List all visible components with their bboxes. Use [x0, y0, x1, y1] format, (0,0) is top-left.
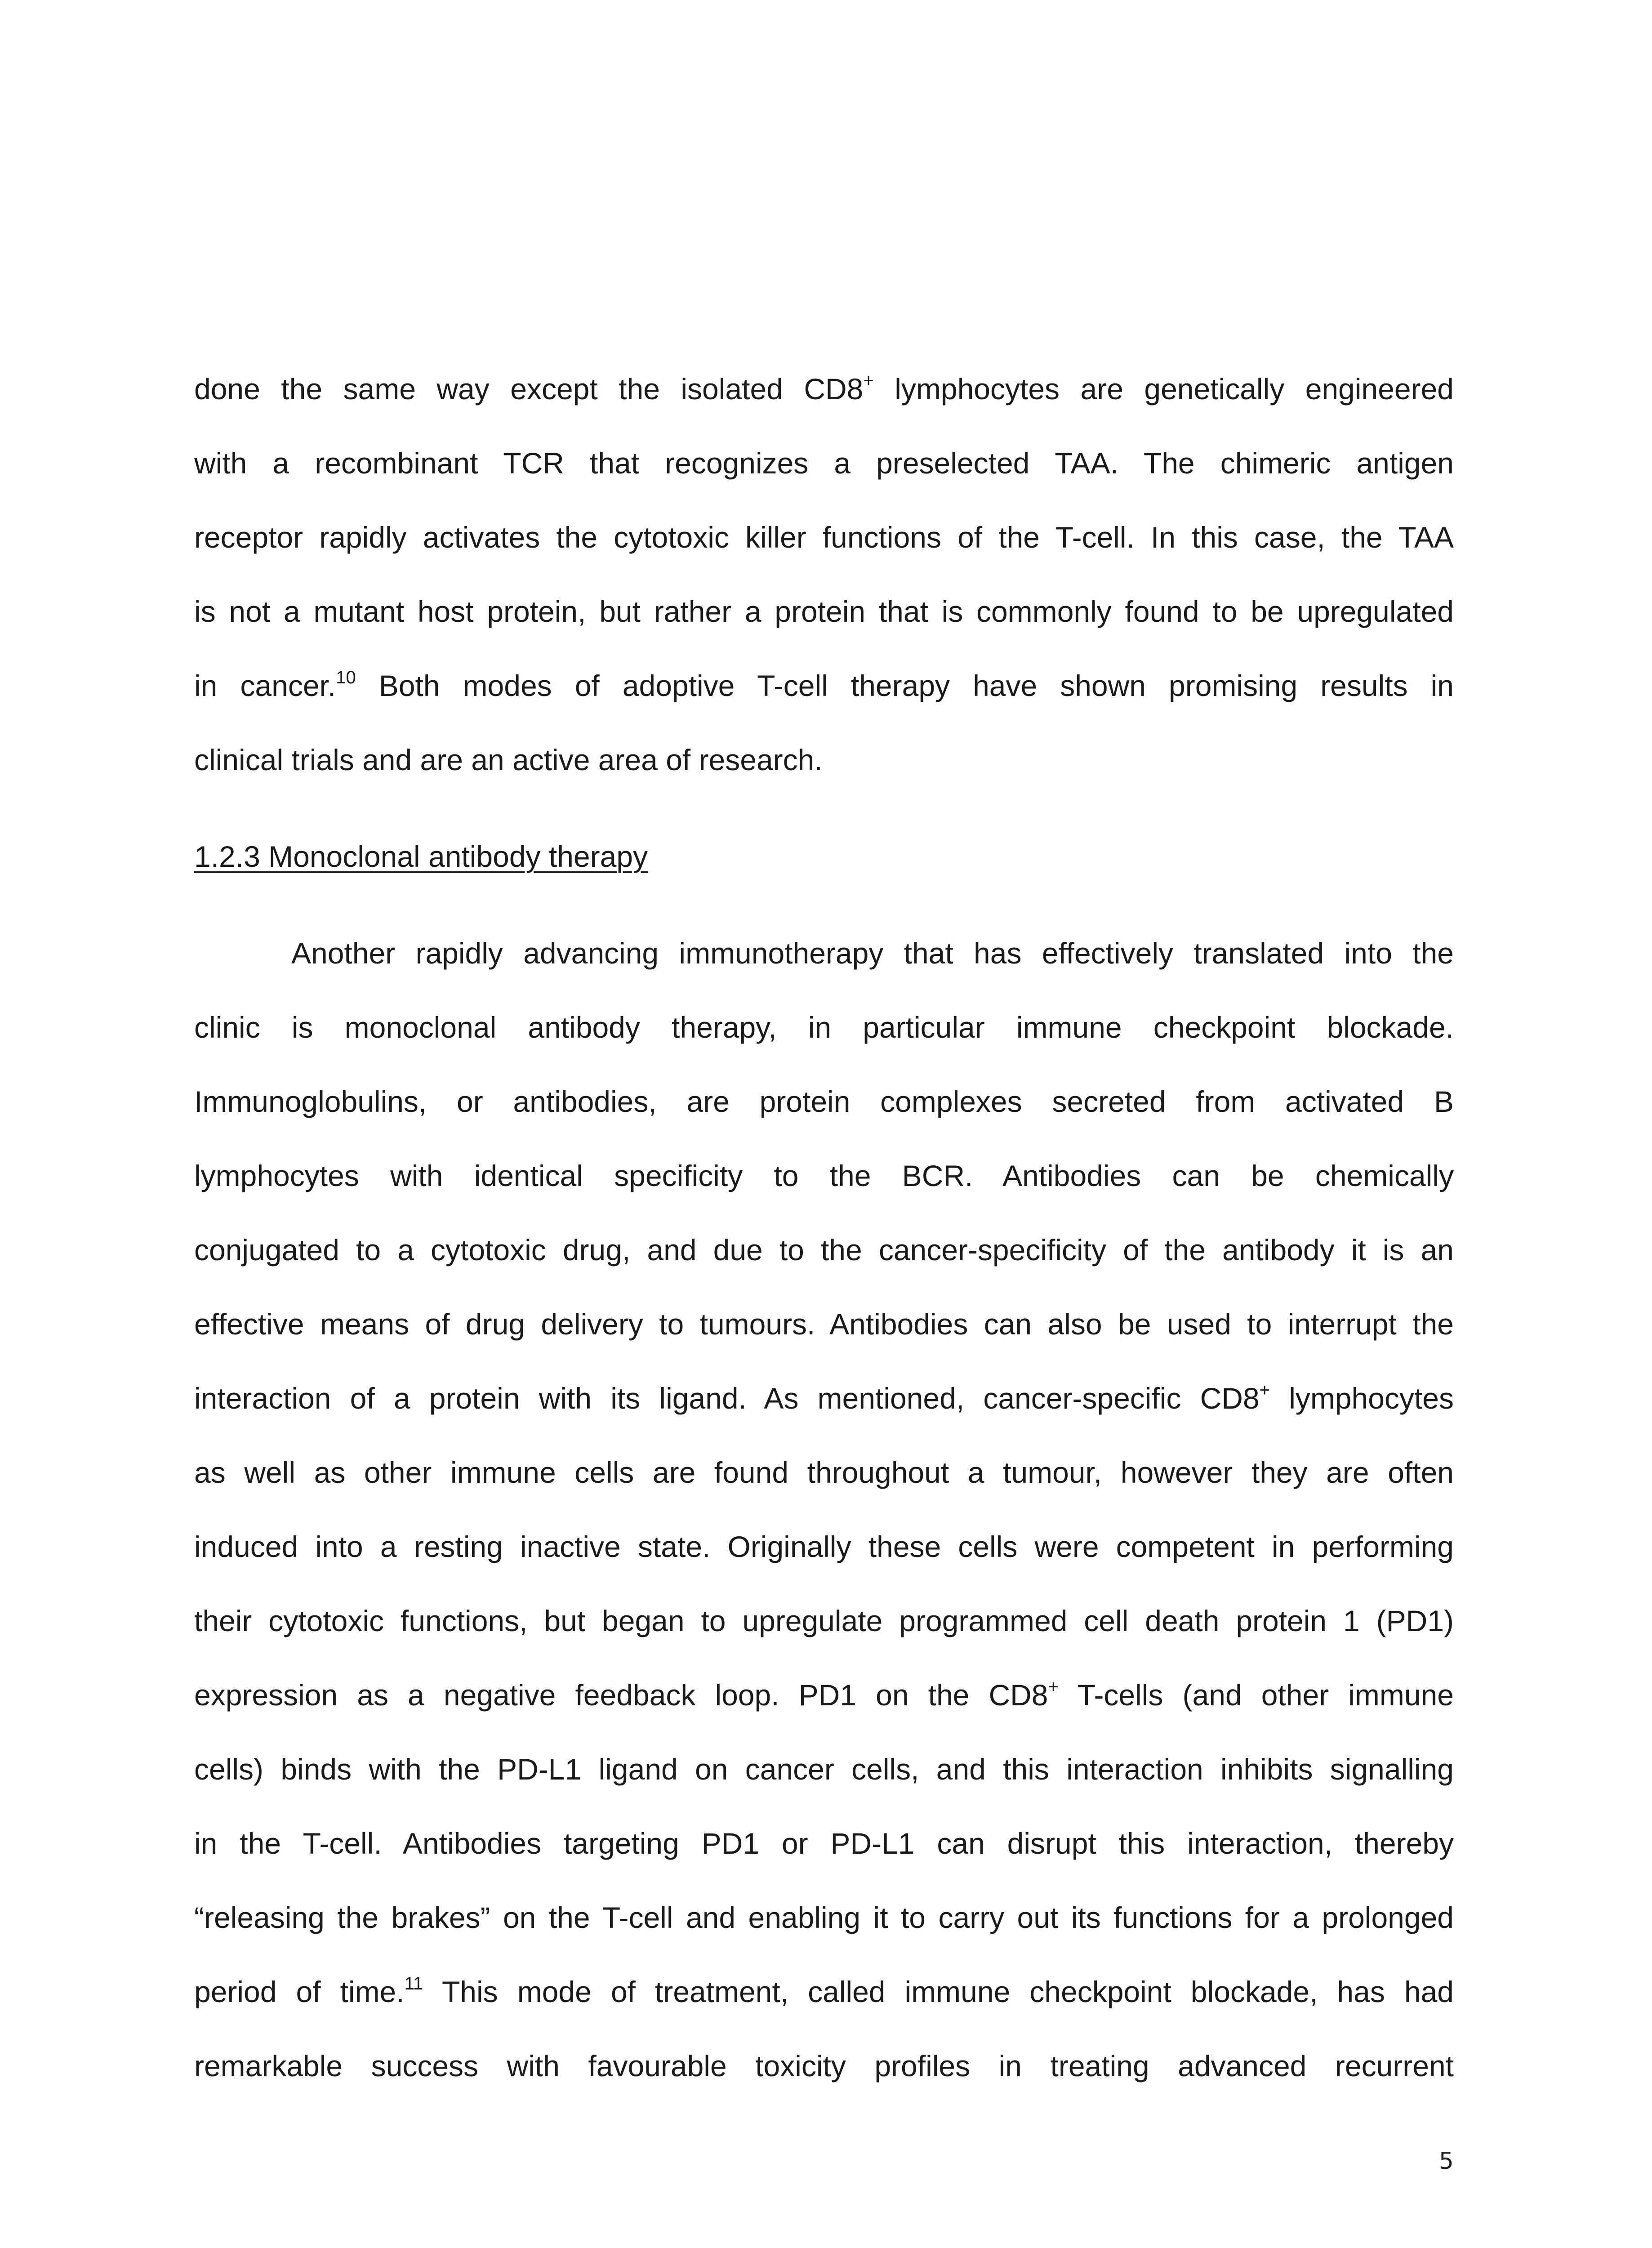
citation-superscript: 11	[404, 1974, 423, 1994]
page-number: 5	[1438, 2148, 1454, 2175]
text-line: their cytotoxic functions, but began to upregulate programmed cell death protein 1 (PD1)	[194, 1604, 1454, 1637]
text-line: clinical trials and are an active area of research.	[194, 743, 823, 776]
text-line: “releasing the brakes” on the T-cell and enabling it to carry out its functions for a prolonged	[194, 1901, 1454, 1934]
text-line: remarkable success with favourable toxicity profiles in treating advanced recurrent	[194, 2049, 1454, 2083]
text-line: conjugated to a cytotoxic drug, and due to the cancer-specificity of the antibody it is an	[194, 1233, 1454, 1267]
text-line: clinic is monoclonal antibody therapy, in particular immune checkpoint blockade.	[194, 1011, 1454, 1044]
text-line: in cancer.$^{10}$ Both modes of adoptive T-cell therapy have shown promising results in	[194, 668, 1454, 702]
text-line: cells) binds with the PD-L1 ligand on cancer cells, and this interaction inhibits signalling	[194, 1753, 1454, 1786]
text-line: Immunoglobulins, or antibodies, are protein complexes secreted from activated B	[194, 1085, 1454, 1118]
text-line: in the T-cell. Antibodies targeting PD1 or PD-L1 can disrupt this interaction, thereby	[194, 1827, 1454, 1860]
text-line: period of time.$^{11}$ This mode of treatment, called immune checkpoint blockade, has had	[194, 1974, 1454, 2008]
superscript: +	[1048, 1677, 1059, 1697]
text-line: lymphocytes with identical specificity to the BCR. Antibodies can be chemically	[194, 1159, 1454, 1192]
superscript: +	[1259, 1380, 1270, 1400]
text-line: interaction of a protein with its ligand. As mentioned, cancer-specific CD8+ lymphocytes	[194, 1380, 1454, 1415]
text-line: induced into a resting inactive state. Originally these cells were competent in performing	[194, 1530, 1454, 1563]
text-line: with a recombinant TCR that recognizes a preselected TAA. The chimeric antigen	[194, 446, 1454, 480]
text-line: done the same way except the isolated CD8+ lymphocytes are genetically engineered	[194, 371, 1454, 406]
superscript: +	[863, 371, 874, 391]
text-line: is not a mutant host protein, but rather a protein that is commonly found to be upregulated	[194, 595, 1454, 628]
section-heading: 1.2.3 Monoclonal antibody therapy	[194, 840, 648, 873]
text-line: Another rapidly advancing immunotherapy that has effectively translated into the	[291, 937, 1454, 970]
text-line: receptor rapidly activates the cytotoxic killer functions of the T-cell. In this case, the TAA	[194, 521, 1454, 554]
text-line: as well as other immune cells are found throughout a tumour, however they are often	[194, 1456, 1454, 1489]
text-line: effective means of drug delivery to tumours. Antibodies can also be used to interrupt the	[194, 1307, 1454, 1341]
text-line: expression as a negative feedback loop. PD1 on the CD8+ T-cells (and other immune	[194, 1677, 1454, 1712]
citation-superscript: 10	[336, 668, 356, 687]
